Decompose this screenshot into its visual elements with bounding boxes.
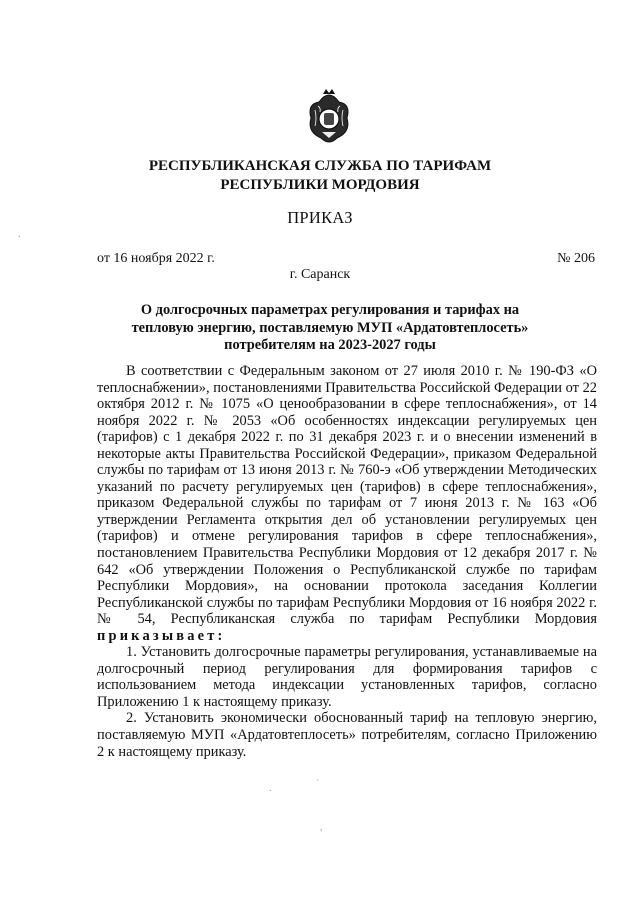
organization-name [0,157,640,195]
order-keyword: приказывает: [97,627,226,644]
subject-line-2: тепловую энергию, поставляемую МУП «Ардатовтеплосеть» [131,319,529,336]
org-line-2: РЕСПУБЛИКИ МОРДОВИЯ [220,177,420,193]
coat-of-arms-emblem [307,88,351,148]
order-city: г. Саранск [289,267,351,282]
scan-speck: ` [316,779,320,790]
order-subject [120,302,540,355]
preamble-text: В соответствии с Федеральным законом от 27 июля 2010 г. № 190-ФЗ «О теплоснабжении», постановлениями Правительства Российской Федерации от 22 октября 2012 г. № 1075 «О ценообразовании в сфере теплоснабжения», от 14 ноября 2022 г. № 2053 «Об особенностях индексации регулируемых цен (тарифов) с 1 декабря 2022 г. по 31 декабря 2023 г. и о внесении изменений в некоторые акты Правительства Российской Федерации», приказом Федеральной службы по тарифам от 13 июня 2013 г. № 760-э «Об утверждении Методических указаний по расчету регулируемых цен (тарифов) в сфере теплоснабжения», приказом Федеральной службы по тарифам от 7 июня 2013 г. № 163 «Об утверждении Регламента открытия дел об установлении регулируемых цен (тарифов) и отмене регулирования тарифов в сфере теплоснабжения», постановлением Правительства Республики Мордовия от 12 декабря 2017 г. № 642 «Об утверждении Положения о Республиканской службе по тарифам Республики Мордовия», на основании протокола заседания Коллегии Республиканской службы по тарифам Республики Мордовия от 16 ноября 2022 г. № 54, Республиканская служба по тарифам Республики Мордовия [97,363,597,628]
document-type: ПРИКАЗ [287,208,353,227]
preamble-paragraph [97,363,597,644]
order-body [97,363,597,760]
order-item-1: 1. Установить долгосрочные параметры регулирования, устанавливаемые на долгосрочный период регулирования для формирования тарифов с использованием метода индексации установленных тарифов, согласно Приложению 1 к настоящему приказу. [97,644,597,710]
scan-speck: . [269,783,272,794]
order-item-2: 2. Установить экономически обоснованный тариф на тепловую энергию, поставляемую МУП «Ардатовтеплосеть» потребителям, согласно Приложению 2 к настоящему приказу. [97,710,597,760]
org-line-1: РЕСПУБЛИКАНСКАЯ СЛУЖБА ПО ТАРИФАМ [148,158,492,174]
order-date: от 16 ноября 2022 г. [97,251,215,266]
subject-line-1: О долгосрочных параметрах регулирования и тарифах на [140,302,520,318]
scan-speck: . [18,229,21,240]
subject-line-3: потребителям на 2023-2027 годы [224,337,436,353]
scan-speck: , [320,822,323,833]
order-number: № 206 [557,251,595,266]
